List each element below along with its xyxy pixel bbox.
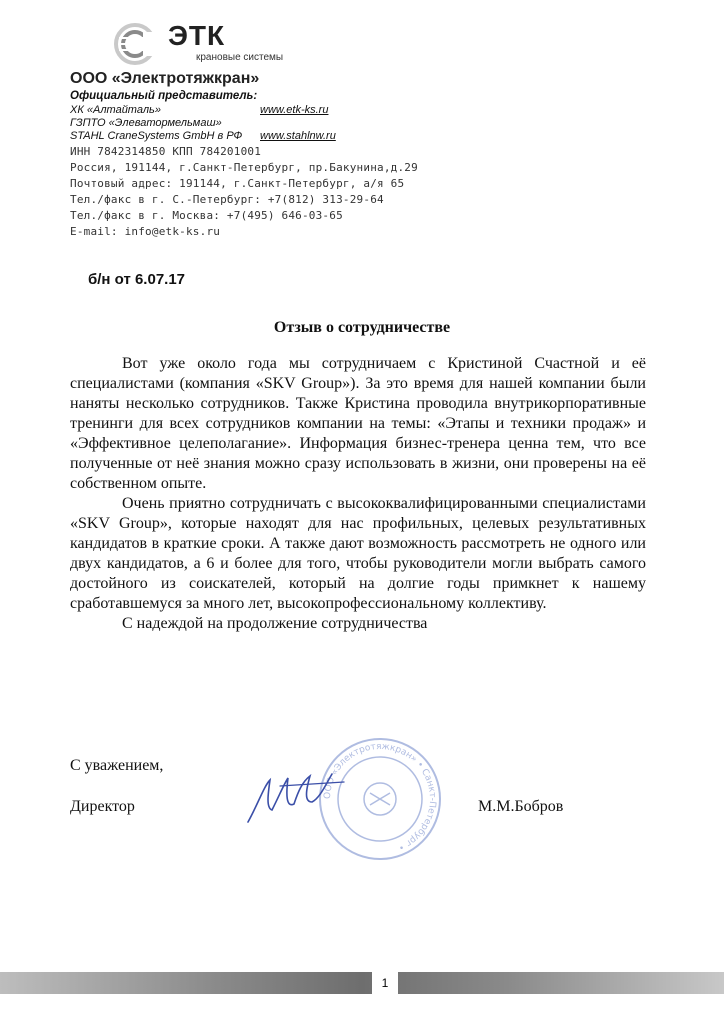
signer-position: Директор — [70, 798, 135, 815]
logo-subtitle: крановые системы — [196, 52, 284, 63]
representative-org: ХК «Алтайталь» — [70, 104, 161, 116]
company-name: ООО «Электротяжкран» — [70, 70, 260, 87]
phone-moscow: Тел./факс в г. Москва: +7(495) 646-03-65 — [70, 209, 343, 222]
company-requisites — [70, 144, 418, 240]
representative-row — [70, 117, 370, 129]
page-number: 1 — [381, 976, 389, 990]
body-paragraph: Очень приятно сотрудничать с высококвалифицированными специалистами «SKV Group», которые находят для нас профильных, целевых результативных кандидатов в краткие сроки. А также дают возможность рассмотреть не одного или двух кандидатов, а 6 и более для того, чтобы руководители могли выбрать самого достойного из соискателей, который на долгие годы примкнет к нашему сработавшемуся за много лет, высокопрофессиональному коллективу. — [70, 495, 646, 612]
body-paragraph: Вот уже около года мы сотрудничаем с Кристиной Счастной и её специалистами (компания «SKV Group»). За это время для нашей компании были наняты несколько сотрудников. Также Кристина проводила внутрикорпоративные тренинги для всех сотрудников компании на темы: «Этапы и техники продаж» и «Эффективное целеполагание». Информация бизнес-тренера ценна тем, что все полученные от неё знания можно сразу использовать в жизни, они проверены на её собственном опыте. — [70, 355, 646, 492]
representative-org: STAHL CraneSystems GmbH в РФ — [70, 130, 243, 142]
tax-ids: ИНН 7842314850 КПП 784201001 — [70, 145, 262, 158]
body-paragraph: С надеждой на продолжение сотрудничества — [122, 615, 428, 632]
document-reference: б/н от 6.07.17 — [88, 271, 186, 288]
signer-name: М.М.Бобров — [478, 798, 564, 815]
phone-spb: Тел./факс в г. С.-Петербург: +7(812) 313-29-64 — [70, 193, 384, 206]
letter-body — [70, 354, 646, 634]
email: E-mail: info@etk-ks.ru — [70, 225, 221, 238]
closing-line: С уважением, — [70, 757, 164, 774]
company-logo-icon — [113, 22, 163, 66]
document-title: Отзыв о сотрудничестве — [273, 319, 451, 336]
representative-row — [70, 104, 370, 116]
logo-wordmark: ЭТК — [168, 20, 226, 51]
stamp-text: ООО «Электротяжкран» • Санкт-Петербург • — [322, 741, 438, 853]
representative-row — [70, 130, 370, 142]
representative-link[interactable]: www.etk-ks.ru — [260, 104, 329, 116]
postal-address: Почтовый адрес: 191144, г.Санкт-Петербург, а/я 65 — [70, 177, 405, 190]
legal-address: Россия, 191144, г.Санкт-Петербург, пр.Бакунина,д.29 — [70, 161, 418, 174]
representative-link[interactable]: www.stahlnw.ru — [260, 130, 336, 142]
signature — [240, 764, 350, 834]
footer-bar — [0, 972, 724, 994]
representative-heading: Официальный представитель: — [70, 90, 258, 102]
representative-org: ГЗПТО «Элеватормельмаш» — [70, 117, 222, 129]
